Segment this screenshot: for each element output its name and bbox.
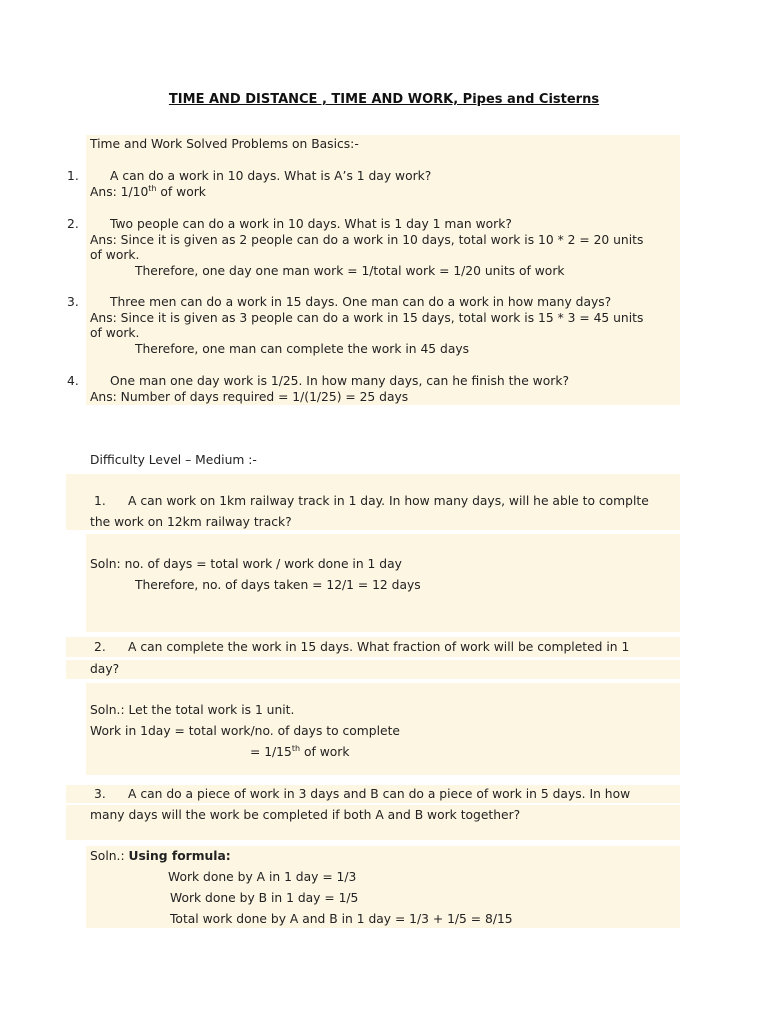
- problem1-number: 1.: [94, 494, 106, 508]
- item4-number: 4.: [67, 374, 79, 388]
- item4-question: One man one day work is 1/25. In how many days, can he finish the work?: [110, 374, 569, 388]
- item4-answer-line1: Ans: Number of days required = 1/(1/25) = 25 days: [90, 390, 409, 404]
- item2-answer-line2: of work.: [90, 248, 140, 262]
- problem1-soln-line1: Soln: no. of days = total work / work done in 1 day: [90, 557, 402, 571]
- problem2-question-panel-bottom: [66, 660, 680, 679]
- item2-question: Two people can do a work in 10 days. What is 1 day 1 man work?: [110, 217, 512, 231]
- problem2-soln-line3: = 1/15th of work: [250, 744, 350, 759]
- item1-answer: Ans: 1/10th of work: [90, 184, 206, 199]
- item3-answer-line2: of work.: [90, 326, 140, 340]
- problem2-number: 2.: [94, 640, 106, 654]
- problem2-soln-line2: Work in 1day = total work/no. of days to complete: [90, 724, 400, 738]
- item1-question: A can do a work in 10 days. What is A’s 1 day work?: [110, 169, 432, 183]
- section2-heading: Difficulty Level – Medium :-: [90, 453, 257, 467]
- problem3-line5: Total work done by A and B in 1 day = 1/3 + 1/5 = 8/15: [170, 912, 513, 926]
- problem1-line1: A can work on 1km railway track in 1 day. In how many days, will he able to complte: [128, 494, 649, 508]
- item3-question: Three men can do a work in 15 days. One man can do a work in how many days?: [110, 295, 612, 309]
- item1-number: 1.: [67, 169, 79, 183]
- problem2-line1: A can complete the work in 15 days. What fraction of work will be completed in 1: [128, 640, 630, 654]
- problem1-line2: the work on 12km railway track?: [90, 515, 292, 529]
- item3-number: 3.: [67, 295, 79, 309]
- problem3-number: 3.: [94, 787, 106, 801]
- problem2-soln-line1: Soln.: Let the total work is 1 unit.: [90, 703, 295, 717]
- problem3-line1: A can do a piece of work in 3 days and B can do a piece of work in 5 days. In how: [128, 787, 631, 801]
- problem1-soln-line2: Therefore, no. of days taken = 12/1 = 12 days: [135, 578, 421, 592]
- item3-answer-line3: Therefore, one man can complete the work in 45 days: [135, 342, 470, 356]
- document-title: TIME AND DISTANCE , TIME AND WORK, Pipes and Cisterns: [168, 92, 600, 107]
- problem3-soln-heading: Soln.: Using formula:: [90, 849, 231, 863]
- problem3-line3: Work done by A in 1 day = 1/3: [168, 870, 357, 884]
- problem3-line4: Work done by B in 1 day = 1/5: [170, 891, 359, 905]
- item2-number: 2.: [67, 217, 79, 231]
- problem2-line2: day?: [90, 662, 120, 676]
- item3-answer-line1: Ans: Since it is given as 3 people can do a work in 15 days, total work is 15 * 3 = 45 units: [90, 311, 644, 325]
- item2-answer-line3: Therefore, one day one man work = 1/total work = 1/20 units of work: [135, 264, 565, 278]
- item2-answer-line1: Ans: Since it is given as 2 people can do a work in 10 days, total work is 10 * 2 = 20 units: [90, 233, 644, 247]
- problem3-line2: many days will the work be completed if both A and B work together?: [90, 808, 521, 822]
- section1-heading: Time and Work Solved Problems on Basics:-: [90, 137, 359, 151]
